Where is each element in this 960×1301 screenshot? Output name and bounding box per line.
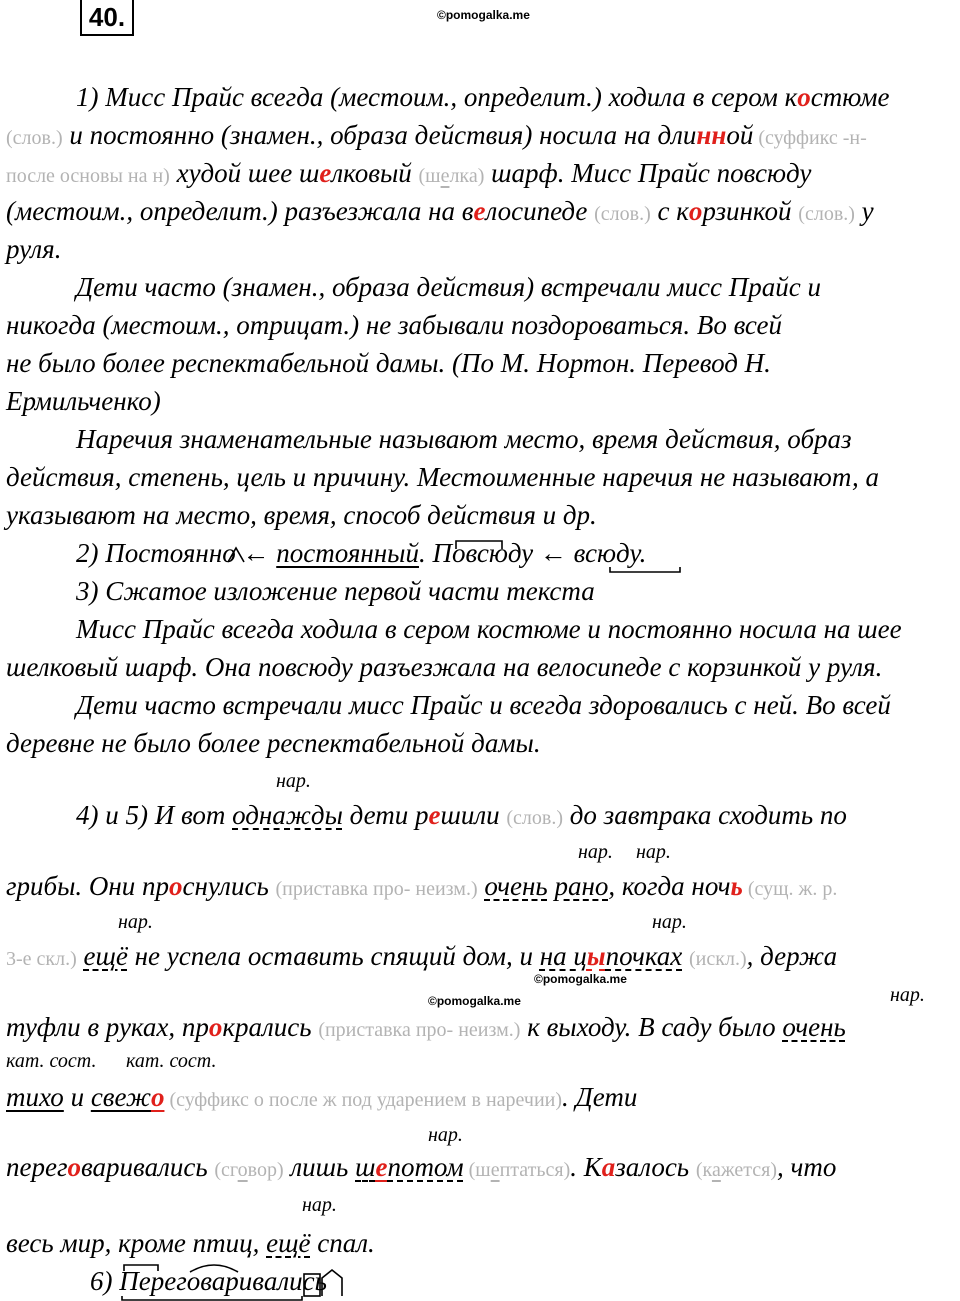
text: ходила в сером к bbox=[601, 82, 798, 112]
text: потом bbox=[387, 1152, 464, 1182]
p2-line2: никогда (местоим., отрицат.) не забывали поздороваться. Во всей bbox=[6, 310, 783, 340]
text: Переговаривались bbox=[119, 1266, 327, 1296]
highlight-letter: е bbox=[428, 800, 441, 830]
gray-note: е bbox=[490, 1159, 500, 1181]
p6-line2: шелковый шарф. Она повсюду разъезжала на велосипеде с корзинкой у руля. bbox=[6, 652, 883, 682]
gray-note: е bbox=[440, 165, 450, 187]
pos-label: нар. bbox=[302, 1194, 337, 1216]
p6-line1: Мисс Прайс всегда ходила в сером костюме и постоянно носила на шее bbox=[76, 614, 902, 644]
text: туфли в руках, пр bbox=[6, 1012, 209, 1042]
text: рано bbox=[554, 871, 609, 901]
text: ещё bbox=[83, 941, 128, 971]
ending-box-icon bbox=[304, 1274, 320, 1296]
text: 2) bbox=[76, 538, 106, 568]
text bbox=[77, 941, 84, 971]
p5-heading: 3) Сжатое изложение первой части текста bbox=[76, 576, 595, 606]
prefix-mark-icon bbox=[124, 1265, 158, 1271]
text: , что bbox=[776, 1152, 837, 1182]
text: (местоим., определит.) bbox=[330, 82, 602, 112]
gray-note: 3-е скл.) bbox=[6, 948, 77, 970]
pos-label: нар. bbox=[578, 841, 613, 863]
gray-note: (слов.) bbox=[798, 203, 855, 225]
text: с к bbox=[650, 196, 689, 226]
gray-note: после основы на н) bbox=[6, 165, 170, 187]
arrow-left-icon: ← bbox=[533, 538, 574, 568]
text: (местоим., определит.) разъезжала на в bbox=[6, 196, 474, 226]
text: однажды bbox=[232, 800, 343, 830]
highlight-letter: е bbox=[375, 1152, 388, 1182]
prefix-mark-icon bbox=[456, 541, 502, 549]
gray-note: о bbox=[237, 1159, 248, 1181]
p8-line6 bbox=[6, 1152, 836, 1185]
gray-note: (приставка про- неизм.) bbox=[275, 878, 478, 900]
gray-note: (сг bbox=[214, 1159, 238, 1181]
text: постоянный bbox=[276, 538, 419, 568]
gray-note: а bbox=[711, 1159, 721, 1181]
p7-line1: Дети часто встречали мисс Прайс и всегда здоровались с ней. Во всей bbox=[76, 690, 891, 720]
text: весь мир, кроме птиц, bbox=[6, 1228, 267, 1258]
text: . К bbox=[570, 1152, 602, 1182]
text: свеж bbox=[90, 1082, 151, 1112]
suffix-mark-icon bbox=[228, 548, 244, 562]
highlight-letter: о bbox=[208, 1012, 223, 1042]
text: 6) bbox=[90, 1266, 120, 1296]
text: ещё bbox=[266, 1228, 311, 1258]
watermark: ©pomogalka.me bbox=[437, 8, 530, 22]
morpheme-marks bbox=[0, 0, 960, 600]
gray-note: (приставка про- неизм.) bbox=[318, 1019, 521, 1041]
text: лковый bbox=[331, 158, 419, 188]
text: шили bbox=[440, 800, 507, 830]
pos-label: нар. bbox=[118, 911, 153, 933]
text: , когда ноч bbox=[608, 871, 731, 901]
text: 4) и 5) И вот bbox=[76, 800, 233, 830]
text: на ц bbox=[539, 941, 587, 971]
text: Постоянно bbox=[105, 538, 236, 568]
gray-note: (слов.) bbox=[6, 127, 63, 149]
pos-label: нар. bbox=[636, 841, 671, 863]
text: грибы. Они пр bbox=[6, 871, 170, 901]
text: спал. bbox=[310, 1228, 375, 1258]
text: почках bbox=[605, 941, 683, 971]
postfix-mark-icon bbox=[322, 1270, 342, 1296]
root-arc-icon bbox=[190, 1265, 238, 1272]
p8-line3 bbox=[6, 941, 837, 974]
text: и постоянно (знамен., образа действия) носила на дли bbox=[62, 120, 697, 150]
gray-note: (суффикс -н- bbox=[753, 127, 867, 149]
gray-note: (сущ. ж. р. bbox=[742, 878, 838, 900]
task-number: 40. bbox=[80, 0, 134, 36]
watermark: ©pomogalka.me bbox=[534, 972, 627, 986]
text: дети р bbox=[342, 800, 429, 830]
highlight-letter: е bbox=[473, 196, 486, 226]
text: тихо bbox=[6, 1082, 64, 1112]
text: кра bbox=[222, 1012, 263, 1042]
p3-line2: действия, степень, цель и причину. Местоименные наречия не называют, а bbox=[6, 462, 879, 492]
gray-note: (искл.) bbox=[689, 948, 747, 970]
text: , держа bbox=[746, 941, 838, 971]
text: до завтрака сходить по bbox=[563, 800, 847, 830]
text: 1) Мисс Прайс всегда bbox=[76, 82, 331, 112]
gray-note: жется) bbox=[720, 1159, 777, 1181]
arrow-left-icon: ← bbox=[235, 538, 277, 568]
pos-label: кат. сост. bbox=[126, 1050, 217, 1072]
pos-label: нар. bbox=[276, 770, 311, 792]
highlight-letter: а bbox=[601, 1152, 616, 1182]
morpheme-parse-marks bbox=[0, 1250, 960, 1301]
text: не успела оставить спящий дом, и bbox=[127, 941, 540, 971]
gray-note: птаться) bbox=[499, 1159, 571, 1181]
text: Повсюду bbox=[432, 538, 534, 568]
text: лись bbox=[262, 1012, 319, 1042]
highlight-letter: о bbox=[150, 1082, 165, 1112]
p8-line5 bbox=[6, 1082, 637, 1115]
text: . bbox=[418, 538, 433, 568]
text bbox=[682, 941, 689, 971]
gray-note: (к bbox=[695, 1159, 712, 1181]
gray-note: (ш bbox=[463, 1159, 491, 1181]
text: ой bbox=[726, 120, 754, 150]
highlight-letter: нн bbox=[696, 120, 727, 150]
text: у bbox=[854, 196, 874, 226]
highlight-letter: ь bbox=[730, 871, 743, 901]
text: залось bbox=[615, 1152, 696, 1182]
highlight-letter: о bbox=[797, 82, 811, 112]
root-base-mark-icon bbox=[610, 567, 680, 572]
p1-line5: руля. bbox=[6, 234, 62, 264]
p8-line2 bbox=[6, 871, 837, 904]
p3-line3: указывают на место, время, способ действия и др. bbox=[6, 500, 597, 530]
pos-label: нар. bbox=[652, 911, 687, 933]
text: снулись bbox=[182, 871, 276, 901]
text: . Дети bbox=[562, 1082, 638, 1112]
watermark: ©pomogalka.me bbox=[428, 994, 521, 1008]
text: перег bbox=[6, 1152, 68, 1182]
text: лосипеде bbox=[485, 196, 595, 226]
pos-label: кат. сост. bbox=[6, 1050, 97, 1072]
highlight-letter: о bbox=[688, 196, 703, 226]
text: варивались bbox=[81, 1152, 215, 1182]
p2-line1: Дети часто (знамен., образа действия) встречали мисс Прайс и bbox=[76, 272, 821, 302]
text: очень bbox=[782, 1012, 846, 1042]
p2-line4: Ермильченко) bbox=[6, 386, 161, 416]
text: шарф. Мисс Прайс повсюду bbox=[484, 158, 812, 188]
p8-line4 bbox=[6, 1012, 846, 1045]
text: худой шее ш bbox=[169, 158, 320, 188]
highlight-letter: о bbox=[67, 1152, 82, 1182]
text: и bbox=[63, 1082, 91, 1112]
p3-line1: Наречия знаменательные называют место, время действия, образ bbox=[76, 424, 852, 454]
text: очень bbox=[484, 871, 548, 901]
gray-note: (суффикс о после ж под ударением в наречии) bbox=[164, 1089, 563, 1111]
p2-line3: не было более респектабельной дамы. (По М. Нортон. Перевод Н. bbox=[6, 348, 771, 378]
highlight-letter: о bbox=[169, 871, 183, 901]
text: . bbox=[639, 538, 647, 568]
text: ш bbox=[355, 1152, 376, 1182]
highlight-letter: е bbox=[319, 158, 332, 188]
pos-label: нар. bbox=[890, 984, 925, 1006]
base-mark-icon bbox=[122, 1296, 302, 1300]
text: лишь bbox=[283, 1152, 356, 1182]
p8-line1 bbox=[76, 800, 847, 833]
highlight-letter: ы bbox=[586, 941, 606, 971]
text: всюду bbox=[573, 538, 640, 568]
pos-label: нар. bbox=[428, 1124, 463, 1146]
gray-note: вор) bbox=[247, 1159, 284, 1181]
gray-note: лка) bbox=[449, 165, 485, 187]
p7-line2: деревне не было более респектабельной дамы. bbox=[6, 728, 541, 758]
gray-note: (слов.) bbox=[506, 807, 563, 829]
text: рзинкой bbox=[702, 196, 799, 226]
text: стюме bbox=[810, 82, 890, 112]
gray-note: (слов.) bbox=[594, 203, 651, 225]
text: к выходу. В саду было bbox=[520, 1012, 783, 1042]
gray-note: (ш bbox=[418, 165, 441, 187]
